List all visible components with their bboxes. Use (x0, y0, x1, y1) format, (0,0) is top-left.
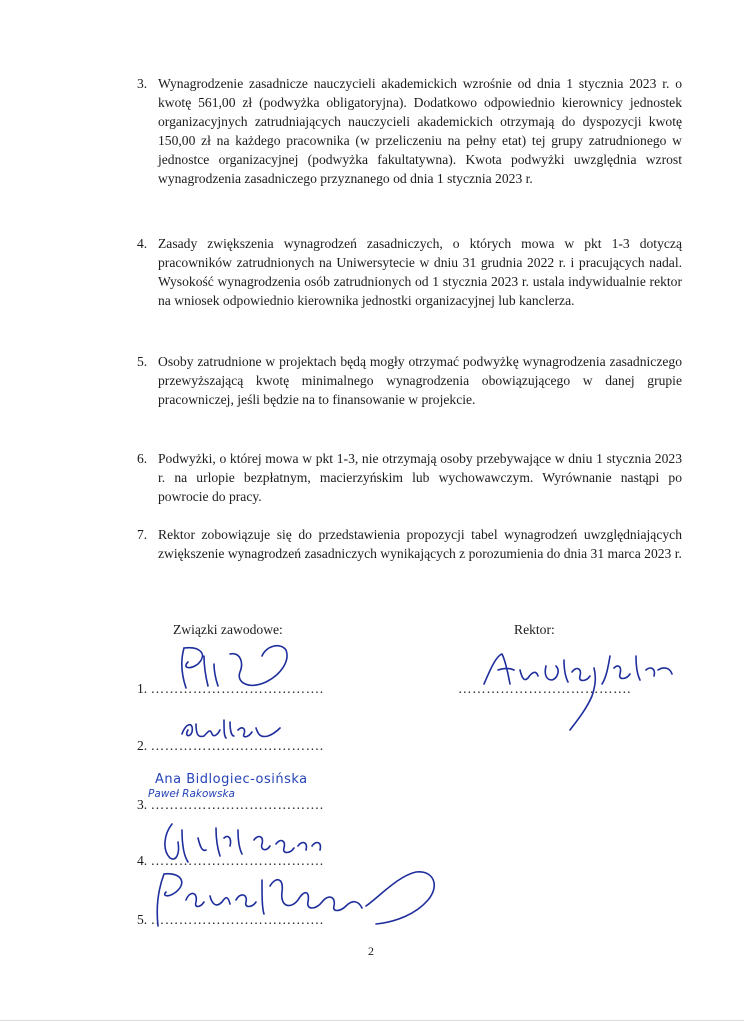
paragraph-item-4 (137, 234, 682, 310)
rector-signature-dots: ………………………………. (458, 681, 632, 696)
rector-label: Rektor: (514, 622, 555, 637)
signature-dots: ………………………………. (150, 797, 324, 812)
signature-4-scribble (158, 820, 348, 868)
signature-number: 1. (137, 681, 148, 696)
signature-2-scribble (178, 714, 288, 744)
item-number: 6. (137, 451, 148, 466)
item-text: Zasady zwiększenia wynagrodzeń zasadniczych, o których mowa w pkt 1-3 dotyczą pracowników zatrudnionych na Uniwersytecie w dniu 31 grudnia 2022 r. i pracujących nadal. Wysokość wynagrodzenia osób zatrudnionych od 1 stycznia 2023 r. ustala indywidualnie rektor na wniosek odpowiednio kierownika jednostki organizacyjnej lub kanclerza. (158, 236, 682, 308)
item-number: 7. (137, 527, 148, 542)
paragraph-item-6 (137, 449, 682, 506)
handwritten-name-2: Paweł Rakowska (148, 788, 235, 800)
item-number: 5. (137, 354, 148, 369)
signature-dots: ………………………………. (150, 853, 324, 868)
paragraph-item-3 (137, 74, 682, 188)
page-number: 2 (368, 944, 374, 958)
item-text: Rektor zobowiązuje się do przedstawienia propozycji tabel wynagrodzeń uwzględniających zwiększenie wynagrodzeń zasadniczych wynikających z porozumienia do dnia 31 marca 2023 r. (158, 527, 682, 561)
rector-signature-scribble (480, 640, 680, 740)
unions-label: Związki zawodowe: (173, 622, 283, 637)
signature-number: 4. (137, 853, 148, 868)
item-number: 4. (137, 236, 148, 251)
paragraph-item-7 (137, 525, 682, 563)
signature-dots: ………………………………. (150, 738, 324, 753)
handwritten-name-1: Ana Bidlogiec-osińska (155, 772, 308, 787)
signature-number: 2. (137, 738, 148, 753)
page-edge-divider (0, 1020, 744, 1021)
signature-dots: ………………………………. (150, 681, 324, 696)
signature-number: 3. (137, 797, 148, 812)
item-text: Osoby zatrudnione w projektach będą mogły otrzymać podwyżkę wynagrodzenia zasadniczego przewyższającą kwotę minimalnego wynagrodzenia obowiązującego w danej grupie pracowniczej, jeśli będzie na to finansowanie w projekcie. (158, 354, 682, 407)
paragraph-item-5 (137, 352, 682, 409)
item-text: Wynagrodzenie zasadnicze nauczycieli akademickich wzrośnie od dnia 1 stycznia 2023 r. o kwotę 561,00 zł (podwyżka obligatoryjna). Dodatkowo odpowiednio kierownicy jednostek organizacyjnych zatrudniających nauczycieli akademickich otrzymają do dyspozycji kwotę 150,00 zł na każdego pracownika (w przeliczeniu na pełny etat) tej grupy zatrudnionego w jednostce organizacyjnej (podwyżka fakultatywna). Kwota podwyżki uwzględnia wzrost wynagrodzenia zasadniczego przyznanego od dnia 1 stycznia 2023 r. (158, 76, 682, 186)
signature-dots: ………………………………. (150, 912, 324, 927)
item-text: Podwyżki, o której mowa w pkt 1-3, nie otrzymają osoby przebywające w dniu 1 stycznia 2023 r. na urlopie bezpłatnym, macierzyńskim lub wychowawczym. Wyrównanie nastąpi po powrocie do pracy. (158, 451, 682, 504)
signature-number: 5. (137, 912, 148, 927)
item-number: 3. (137, 76, 148, 91)
signature-1-scribble (170, 642, 310, 694)
signature-5-scribble (140, 866, 440, 932)
